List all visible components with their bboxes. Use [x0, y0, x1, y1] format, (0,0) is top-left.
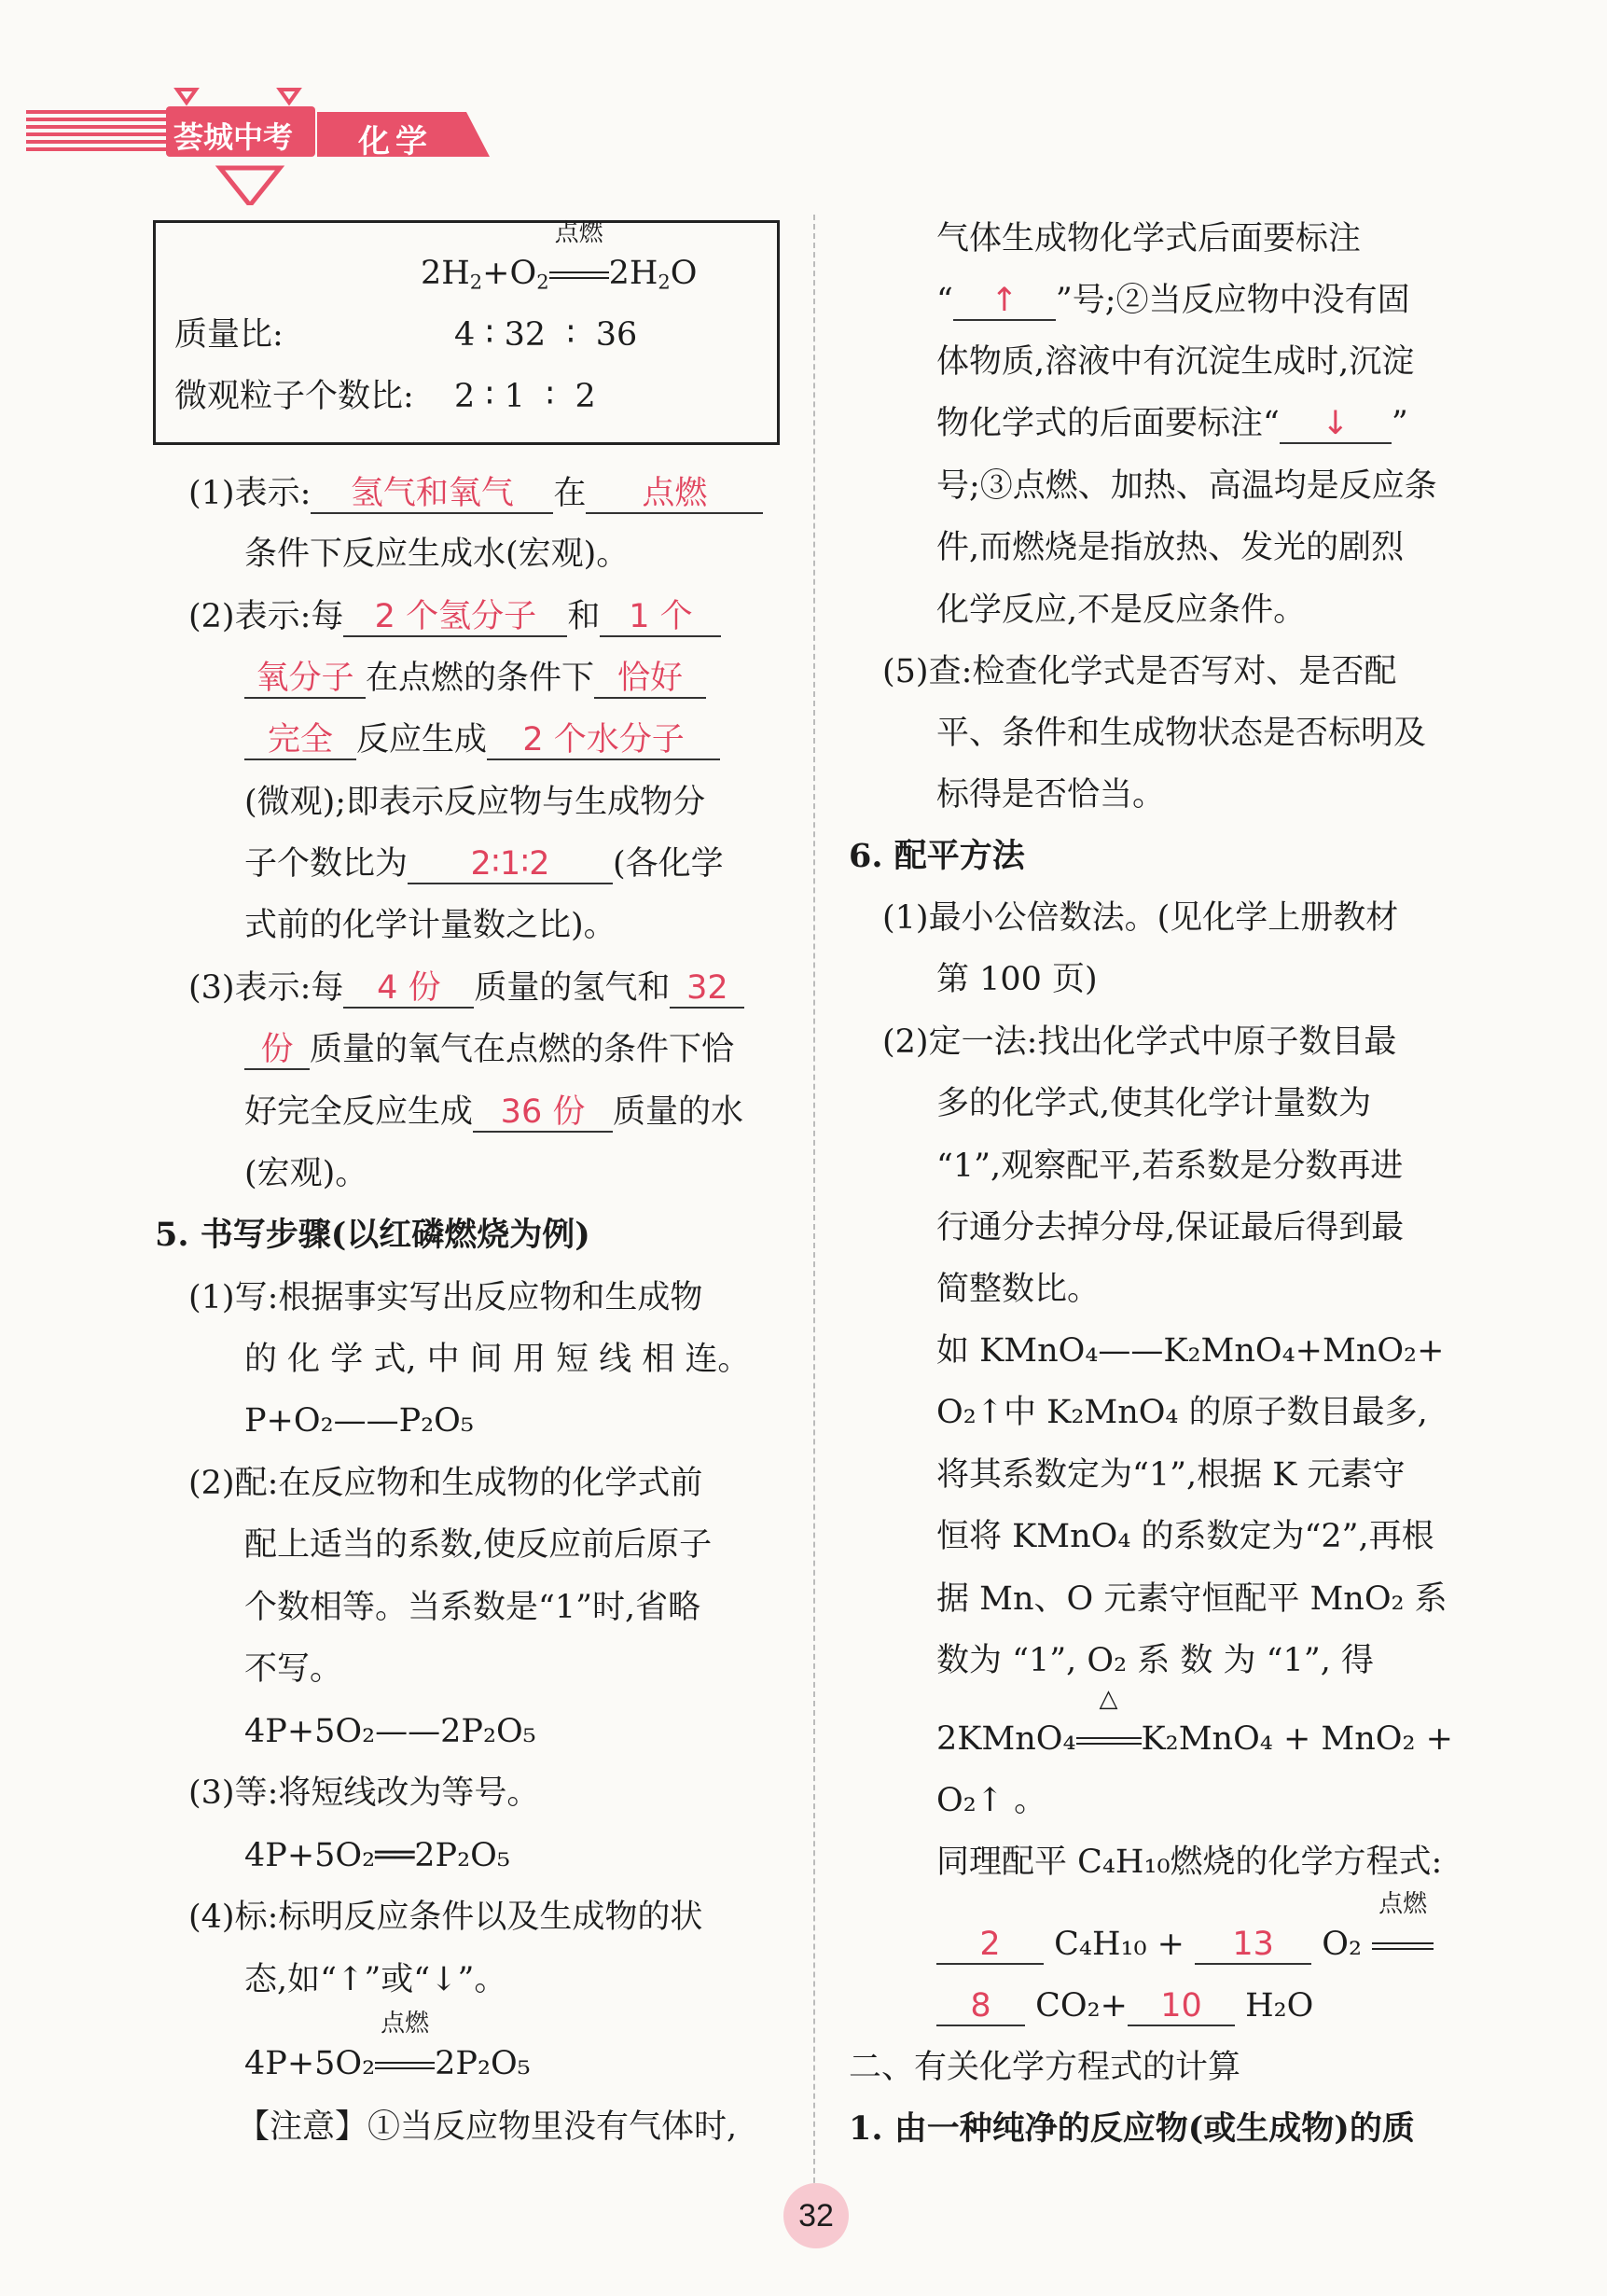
note-line: 【注意】①当反应物里没有气体时, — [237, 2108, 738, 2146]
check-step-3: 标得是否恰当。 — [936, 776, 1166, 814]
right-line-3: 体物质,溶液中有沉淀生成时,沉淀 — [936, 343, 1415, 381]
answer-2: 点燃 — [586, 475, 763, 514]
condition-over-equals: 点燃 — [549, 251, 609, 296]
method-1-line-1: (1)最小公倍数法。(见化学上册教材 — [882, 899, 1399, 937]
condition-over-equals: 点燃 — [1372, 1922, 1434, 1967]
brand-name: 荟城中考 — [173, 119, 294, 155]
answer-12: 份 — [244, 1031, 310, 1070]
answer-1: 氢气和氧气 — [311, 475, 553, 514]
right-line-2: “ ↑ ”号;②当反应物中没有固 — [936, 282, 1410, 319]
left-line-9: (3)表示:每 4 份 质量的氢气和 32 — [188, 966, 744, 1010]
left-line-10: 份 质量的氧气在点燃的条件下恰 — [244, 1027, 734, 1072]
section-2-heading: 二、有关化学方程式的计算 — [849, 2049, 1241, 2086]
example-line-8: O₂↑ 。 — [936, 1782, 1047, 1819]
mark-step-2: 态,如“↑”或“↓”。 — [244, 1961, 507, 1998]
example-line-6: 数为 “1”, O₂ 系 数 为 “1”, 得 — [936, 1642, 1374, 1679]
write-step-1: (1)写:根据事实写出反应物和生成物 — [188, 1279, 703, 1316]
right-line-4: 物化学式的后面要标注“ ↓ ” — [936, 405, 1408, 442]
example-line-4: 恒将 KMnO₄ 的系数定为“2”,再根 — [936, 1518, 1434, 1555]
method-2-line-1: (2)定一法:找出化学式中原子数目最 — [882, 1023, 1397, 1061]
example-line-2: O₂↑中 K₂MnO₄ 的原子数目最多, — [936, 1394, 1428, 1431]
answer-up-arrow: ↑ — [953, 282, 1056, 321]
balance-step-1: (2)配:在反应物和生成物的化学式前 — [188, 1465, 703, 1502]
answer-13: 36 份 — [473, 1093, 613, 1133]
c4h10-equation-line-2: 8 CO₂+ 10 H₂O — [936, 1983, 1313, 2028]
page-number: 32 — [783, 2183, 849, 2248]
answer-3: 2 个氢分子 — [343, 598, 567, 637]
micro-ratio-label: 微观粒子个数比: — [174, 378, 414, 415]
column-divider — [813, 215, 815, 2230]
left-line-11: 好完全反应生成 36 份 质量的水 — [244, 1093, 744, 1131]
balance-step-2: 配上适当的系数,使反应前后原子 — [244, 1526, 713, 1564]
answer-coef-o2: 13 — [1195, 1926, 1311, 1965]
left-line-12: (宏观)。 — [244, 1155, 368, 1192]
c4h10-equation-line-1: 2 C₄H₁₀ + 13 O₂ 点燃 — [936, 1922, 1434, 1967]
condition-over-equals: 点燃 — [375, 2041, 435, 2086]
equation-ratio-box — [153, 220, 780, 445]
example-line-5: 据 Mn、O 元素守恒配平 MnO₂ 系 — [936, 1580, 1448, 1618]
right-line-1: 气体生成物化学式后面要标注 — [936, 220, 1362, 257]
balance-step-4: 不写。 — [244, 1650, 343, 1688]
method-2-line-5: 简整数比。 — [936, 1271, 1101, 1308]
answer-5: 氧分子 — [244, 660, 366, 699]
example-line-3: 将其系数定为“1”,根据 K 元素守 — [936, 1456, 1406, 1494]
equal-equation: 4P+5O₂══2P₂O₅ — [244, 1837, 510, 1874]
left-line-5: 完全 反应生成 2 个水分子 — [244, 717, 720, 762]
answer-8: 2 个水分子 — [487, 721, 720, 760]
write-equation: P+O₂——P₂O₅ — [244, 1402, 474, 1440]
mark-step-1: (4)标:标明反应条件以及生成物的状 — [188, 1899, 703, 1936]
method-2-line-2: 多的化学式,使其化学计量数为 — [936, 1085, 1372, 1122]
mark-equation: 4P+5O₂ 点燃 2P₂O₅ — [244, 2041, 531, 2086]
right-line-7: 化学反应,不是反应条件。 — [936, 591, 1307, 629]
answer-7: 完全 — [244, 721, 356, 760]
box-equation: $2H_2+O_2$ 点燃 $2H_2O$ — [421, 251, 697, 296]
check-step-1: (5)查:检查化学式是否写对、是否配 — [882, 653, 1397, 690]
section-6-heading: 6. 配平方法 — [849, 837, 1025, 875]
micro-ratio-values: 2 ∶ 1 ∶ 2 — [454, 378, 596, 415]
method-2-line-4: 行通分去掉分母,保证最后得到最 — [936, 1209, 1405, 1246]
subject-name: 化学 — [358, 123, 433, 160]
left-line-6: (微观);即表示反应物与生成物分 — [244, 784, 706, 821]
example-equation: 2KMnO₄ △ K₂MnO₄ + MnO₂ + — [936, 1717, 1453, 1761]
answer-10: 4 份 — [343, 969, 474, 1009]
answer-9: 2∶1∶2 — [408, 845, 613, 884]
write-step-2: 的 化 学 式, 中 间 用 短 线 相 连。 — [244, 1341, 751, 1378]
right-line-5: 号;③点燃、加热、高温均是反应条 — [936, 467, 1437, 505]
method-1-line-2: 第 100 页) — [936, 961, 1098, 998]
left-line-3: (2)表示:每 2 个氢分子 和 1 个 — [188, 594, 721, 639]
right-line-6: 件,而燃烧是指放热、发光的剧烈 — [936, 529, 1405, 566]
mass-ratio-values: 4 ∶ 32 ∶ 36 — [454, 316, 638, 354]
answer-coef-h2o: 10 — [1128, 1987, 1235, 2026]
answer-coef-c4h10: 2 — [936, 1926, 1044, 1965]
equal-step: (3)等:将短线改为等号。 — [188, 1774, 540, 1812]
left-line-4: 氧分子 在点燃的条件下 恰好 — [244, 656, 706, 701]
answer-down-arrow: ↓ — [1280, 405, 1392, 444]
balance-step-3: 个数相等。当系数是“1”时,省略 — [244, 1589, 701, 1626]
left-line-2: 条件下反应生成水(宏观)。 — [244, 536, 630, 573]
check-step-2: 平、条件和生成物状态是否标明及 — [936, 715, 1427, 752]
example-line-9: 同理配平 C₄H₁₀燃烧的化学方程式: — [936, 1844, 1443, 1881]
answer-4: 1 个 — [600, 598, 721, 637]
method-2-line-3: “1”,观察配平,若系数是分数再进 — [936, 1148, 1404, 1185]
answer-11: 32 — [670, 969, 744, 1009]
header-banner — [0, 65, 504, 209]
left-line-1: (1)表示: 氢气和氧气 在 点燃 — [188, 471, 763, 516]
left-line-7: 子个数比为 2∶1∶2 (各化学 — [244, 845, 724, 883]
balance-equation: 4P+5O₂——2P₂O₅ — [244, 1713, 536, 1750]
section-5-heading: 5. 书写步骤(以红磷燃烧为例) — [155, 1216, 590, 1254]
section-2-item-1: 1. 由一种纯净的反应物(或生成物)的质 — [849, 2109, 1415, 2148]
answer-6: 恰好 — [594, 660, 706, 699]
left-line-8: 式前的化学计量数之比)。 — [244, 907, 616, 944]
condition-over-equals: △ — [1076, 1717, 1142, 1761]
mass-ratio-label: 质量比: — [174, 316, 284, 354]
example-line-1: 如 KMnO₄——K₂MnO₄+MnO₂+ — [936, 1332, 1445, 1370]
answer-coef-co2: 8 — [936, 1987, 1025, 2026]
